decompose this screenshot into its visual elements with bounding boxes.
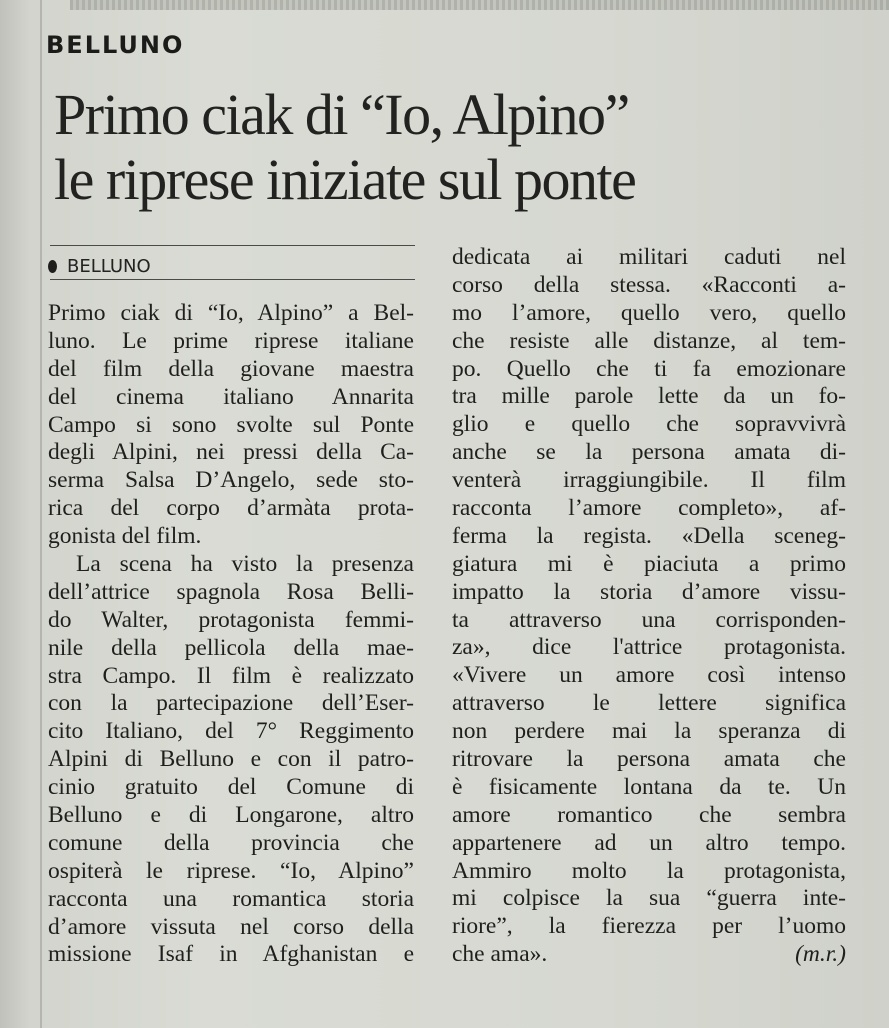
byline-rule-top [50,245,415,246]
article-line: gonista del film. [48,523,202,550]
bullet-icon [48,260,57,273]
article-line: missione Isaf in Afghanistan e [48,941,414,968]
article-line: La scena ha visto la presenza [76,551,414,578]
byline-label: BELLUNO [67,256,151,277]
article-line: è fisicamente lontana da te. Un [452,773,846,800]
article-column-left [48,300,414,969]
section-kicker: BELLUNO [46,31,185,59]
article-line: cinio gratuito del Comune di [48,774,414,801]
article-line: degli Alpini, nei pressi della Ca- [48,439,414,466]
article-line: dell’attrice spagnola Rosa Belli- [48,578,414,605]
page-fold-edge [40,0,42,1028]
article-line: del film della giovane maestra [48,355,414,382]
article-line: Ammiro molto la protagonista, [452,857,846,884]
article-line: che resiste alle distanze, al tem- [452,327,846,354]
article-line: Belluno e di Longarone, altro [48,802,414,829]
article-line: za», dice l'attrice protagonista. [452,634,846,661]
article-line: stra Campo. Il film è realizzato [48,662,414,689]
byline-rule-bottom [50,279,415,280]
article-line: ferma la regista. «Della sceneg- [452,522,846,549]
article-line: anche se la persona amata di- [452,439,846,466]
article-line: po. Quello che ti fa emozionare [452,355,846,382]
article-line: nile della pellicola della mae- [48,634,414,661]
article-line: racconta una romantica storia [48,885,414,912]
article-line: che ama». (m.r.) [452,941,846,968]
article-line: ta attraverso una corrisponden- [452,606,846,633]
article-line: ritrovare la persona amata che [452,746,846,773]
headline [54,82,874,212]
article-line: corso della stessa. «Racconti a- [452,271,846,298]
article-line: Primo ciak di “Io, Alpino” a Bel- [48,300,414,326]
article-line: dedicata ai militari caduti nel [452,244,846,270]
article-line: del cinema italiano Annarita [48,383,414,410]
article-line: Alpini di Belluno e con il patro- [48,746,414,773]
headline-line-1: Primo ciak di “Io, Alpino” [54,82,629,147]
article-line: Campo si sono svolte sul Ponte [48,411,414,438]
article-line: tra mille parole lette da un fo- [452,383,846,410]
article-line: mi colpisce la sua “guerra inte- [452,885,846,912]
article-line: comune della provincia che [48,829,414,856]
article-line: rica del corpo d’armàta prota- [48,495,414,522]
article-line: riore”, la fierezza per l’uomo [452,913,846,940]
article-column-right [452,244,846,969]
article-line: glio e quello che sopravvivrà [452,411,846,438]
article-line: impatto la storia d’amore vissu- [452,578,846,605]
article-line: amore romantico che sembra [452,801,846,828]
article-line: «Vivere un amore così intenso [452,662,846,689]
article-line: attraverso le lettere significa [452,690,846,717]
article-line: con la partecipazione dell’Eser- [48,690,414,717]
article-line: mo l’amore, quello vero, quello [452,299,846,326]
article-line: serma Salsa D’Angelo, sede sto- [48,467,414,494]
article-line: non perdere mai la speranza di [452,718,846,745]
article-line: do Walter, protagonista femmi- [48,606,414,633]
article-line: ospiterà le riprese. “Io, Alpino” [48,857,414,884]
article-line: d’amore vissuta nel corso della [48,913,414,940]
article-line: venterà irraggiungibile. Il film [452,467,846,494]
bleed-through-print [70,0,889,10]
article-line: giatura mi è piaciuta a primo [452,550,846,577]
author-signature: (m.r.) [795,941,846,968]
byline [48,256,151,277]
article-line: luno. Le prime riprese italiane [48,327,414,354]
headline-line-2: le riprese iniziate sul ponte [54,147,636,212]
article-line: racconta l’amore completo», af- [452,495,846,522]
article-line: cito Italiano, del 7° Reggimento [48,718,414,745]
article-line: appartenere ad un altro tempo. [452,829,846,856]
